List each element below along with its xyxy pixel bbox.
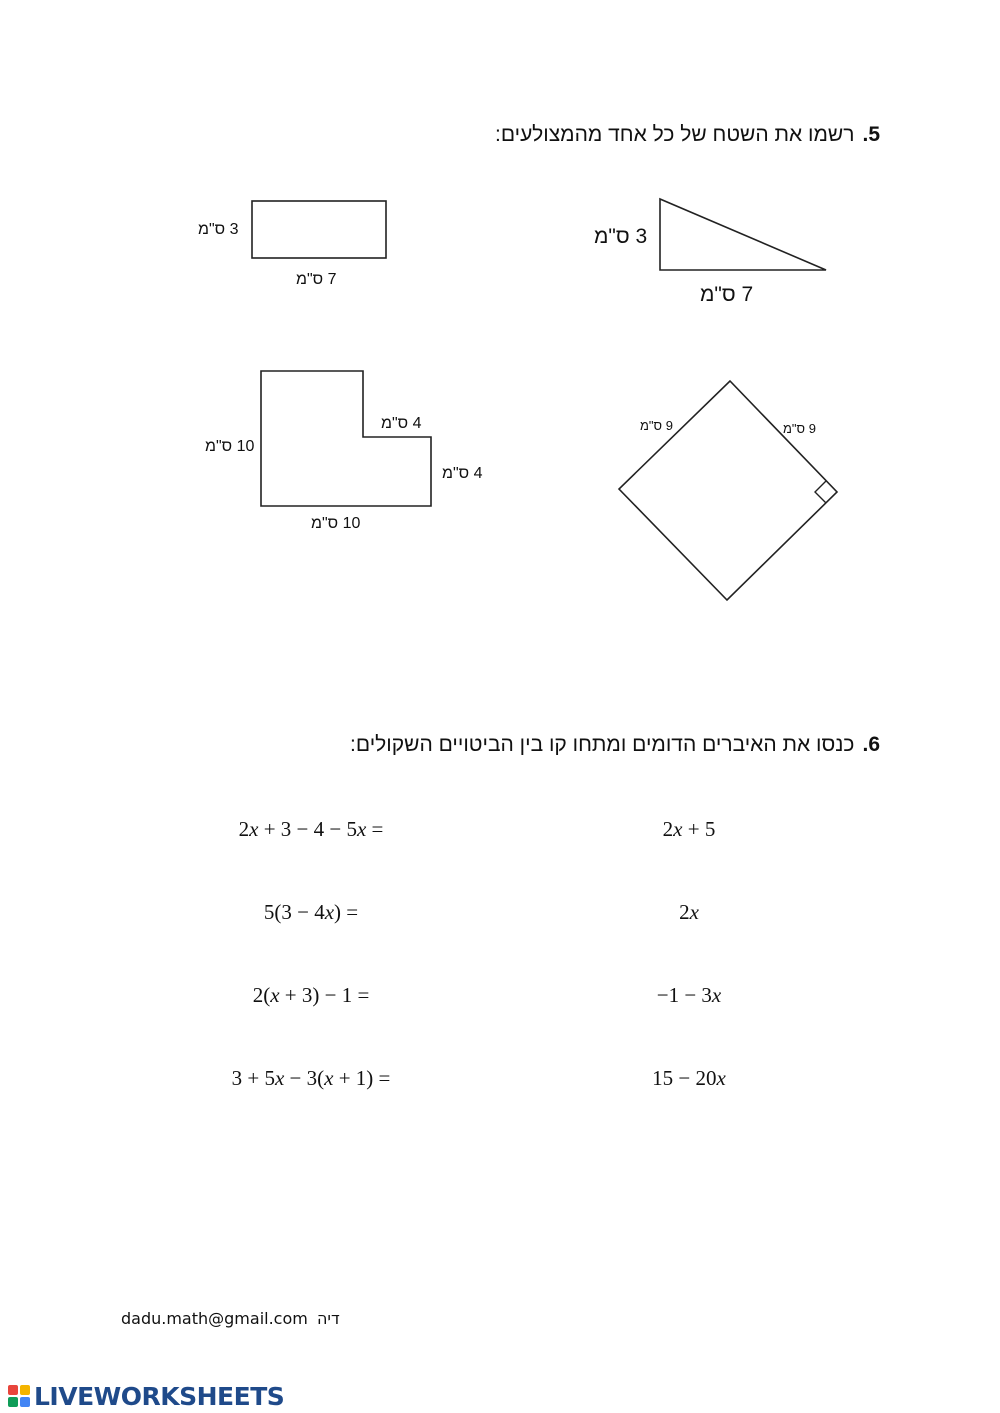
logo-text: LIVEWORKSHEETS [34,1381,285,1411]
triangle-base-label: 7 ס"מ [700,283,754,306]
question-6-title [350,733,880,757]
l-shape-bottom-label: 10 ס"מ [311,515,361,532]
square-right-side-label: 9 ס"מ [783,421,816,436]
left-expression: 2(x + 3) − 1 = [252,983,370,1007]
right-expression: 2x + 5 [662,817,716,841]
rectangle-width-label: 7 ס"מ [296,271,337,288]
right-triangle-shape [660,199,826,270]
right-angle-marker [815,481,826,503]
right-expression: 2x [679,900,699,924]
polygon-figures [0,0,1000,700]
l-shape-inner-label: 4 ס"מ [381,415,422,432]
l-shape-left-label: 10 ס"מ [205,438,255,455]
question-6-number: 6. [862,733,880,756]
footer-email: dadu.math@gmail.com [121,1309,308,1328]
left-expression: 5(3 − 4x) = [263,900,359,924]
question-5-text: רשמו את השטח של כל אחד מהמצולעים: [495,123,855,146]
right-expression: −1 − 3x [656,983,722,1007]
question-6-text: כנסו את האיברים הדומים ומתחו קו בין הביטויים השקולים: [350,733,855,756]
left-expression: 3 + 5x − 3(x + 1) = [231,1066,391,1090]
logo-grid-icon [8,1385,30,1407]
liveworksheets-logo[interactable] [8,1380,284,1412]
square-left-side-label: 9 ס"מ [640,418,673,433]
question-5-number: 5. [862,123,880,146]
triangle-height-label: 3 ס"מ [594,225,648,248]
l-shape-right-label: 4 ס"מ [442,465,483,482]
rectangle-height-label: 3 ס"מ [198,221,239,238]
footer-author: דיה [316,1309,340,1328]
l-shape [261,371,431,506]
rectangle-shape [252,201,386,258]
right-expression: 15 − 20x [652,1066,726,1090]
left-expression: 2x + 3 − 4 − 5x = [238,817,384,841]
rotated-square-shape [619,381,837,600]
footer-credit [121,1309,340,1328]
